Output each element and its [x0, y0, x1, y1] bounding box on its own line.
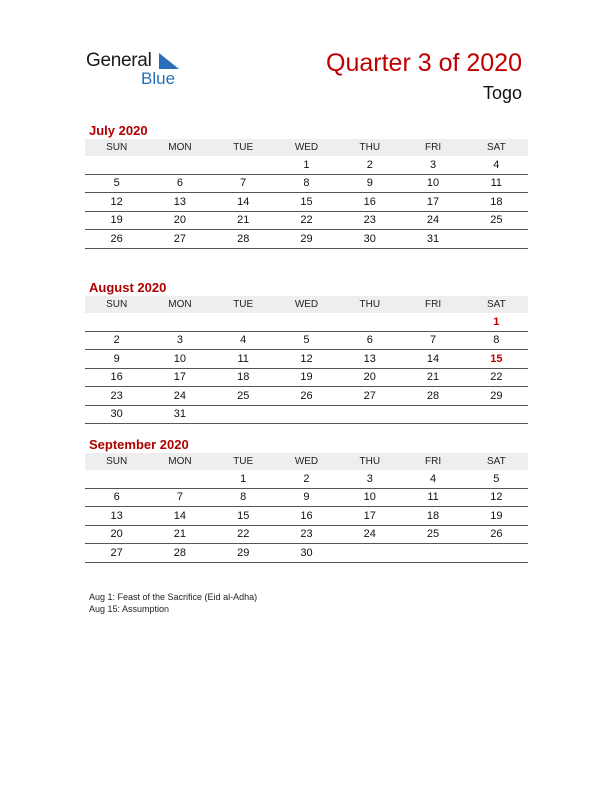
day-cell: 3: [338, 470, 401, 488]
month-july: [85, 122, 528, 249]
day-cell: 1: [275, 156, 338, 174]
country-name: Togo: [482, 83, 522, 103]
day-cell: 14: [148, 507, 211, 526]
weekday-header: MON: [148, 139, 211, 156]
weekday-header: WED: [275, 139, 338, 156]
weekday-header: TUE: [212, 139, 275, 156]
weekday-header-row: [85, 296, 528, 313]
day-cell: 23: [338, 211, 401, 230]
holiday-notes: [89, 591, 257, 615]
logo-word-general: General: [86, 50, 152, 71]
month-title: August 2020: [89, 280, 167, 295]
day-cell: 23: [85, 387, 148, 406]
empty-day-cell: [212, 156, 275, 174]
weekday-header: THU: [338, 139, 401, 156]
day-cell: 31: [401, 230, 464, 249]
week-row: [85, 470, 528, 488]
day-cell: 12: [465, 488, 528, 507]
week-row: [85, 174, 528, 193]
day-cell: 12: [85, 193, 148, 212]
day-cell: 4: [212, 331, 275, 350]
weekday-header: SAT: [465, 453, 528, 470]
day-cell: 23: [275, 525, 338, 544]
day-cell: 2: [338, 156, 401, 174]
weekday-header: SUN: [85, 139, 148, 156]
day-cell: 9: [338, 174, 401, 193]
day-cell: 9: [85, 350, 148, 369]
empty-day-cell: [212, 405, 275, 424]
day-cell: 19: [275, 368, 338, 387]
empty-day-cell: [275, 405, 338, 424]
weekday-header-row: [85, 453, 528, 470]
day-cell: 20: [148, 211, 211, 230]
day-cell: 27: [338, 387, 401, 406]
weekday-header-row: [85, 139, 528, 156]
empty-day-cell: [212, 313, 275, 331]
day-cell: 28: [148, 544, 211, 563]
day-cell: 16: [338, 193, 401, 212]
weekday-header: SAT: [465, 139, 528, 156]
day-cell: 5: [275, 331, 338, 350]
empty-day-cell: [148, 470, 211, 488]
day-cell: 17: [401, 193, 464, 212]
weekday-header: TUE: [212, 296, 275, 313]
day-cell: 7: [148, 488, 211, 507]
empty-day-cell: [148, 313, 211, 331]
day-cell: 8: [212, 488, 275, 507]
day-cell: 6: [85, 488, 148, 507]
weekday-header: FRI: [401, 139, 464, 156]
day-cell: 28: [401, 387, 464, 406]
month-august: [85, 279, 528, 424]
page-title: Quarter 3 of 2020: [326, 49, 522, 77]
week-row: [85, 507, 528, 526]
day-cell: 1: [465, 313, 528, 331]
day-cell: 18: [465, 193, 528, 212]
week-row: [85, 368, 528, 387]
logo-word-blue: Blue: [141, 69, 176, 88]
week-row: [85, 156, 528, 174]
empty-day-cell: [85, 156, 148, 174]
day-cell: 18: [401, 507, 464, 526]
day-cell: 25: [401, 525, 464, 544]
day-cell: 22: [275, 211, 338, 230]
week-row: [85, 331, 528, 350]
day-cell: 9: [275, 488, 338, 507]
day-cell: 2: [275, 470, 338, 488]
day-cell: 16: [85, 368, 148, 387]
day-cell: 14: [212, 193, 275, 212]
day-cell: 13: [85, 507, 148, 526]
day-cell: 3: [401, 156, 464, 174]
day-cell: 16: [275, 507, 338, 526]
day-cell: 5: [85, 174, 148, 193]
day-cell: 10: [401, 174, 464, 193]
day-cell: 21: [212, 211, 275, 230]
week-row: [85, 544, 528, 563]
weekday-header: THU: [338, 453, 401, 470]
empty-day-cell: [465, 405, 528, 424]
week-row: [85, 488, 528, 507]
day-cell: 13: [148, 193, 211, 212]
empty-day-cell: [338, 544, 401, 563]
day-cell: 21: [148, 525, 211, 544]
empty-day-cell: [401, 544, 464, 563]
day-cell: 19: [465, 507, 528, 526]
weekday-header: SAT: [465, 296, 528, 313]
day-cell: 26: [465, 525, 528, 544]
day-cell: 27: [148, 230, 211, 249]
calendar-grid: [85, 139, 528, 249]
day-cell: 5: [465, 470, 528, 488]
day-cell: 2: [85, 331, 148, 350]
day-cell: 30: [338, 230, 401, 249]
weekday-header: FRI: [401, 453, 464, 470]
day-cell: 20: [85, 525, 148, 544]
day-cell: 14: [401, 350, 464, 369]
day-cell: 22: [212, 525, 275, 544]
holiday-note: Aug 1: Feast of the Sacrifice (Eid al-Adha): [89, 592, 258, 602]
day-cell: 15: [275, 193, 338, 212]
day-cell: 31: [148, 405, 211, 424]
day-cell: 26: [275, 387, 338, 406]
month-title: September 2020: [89, 437, 189, 452]
day-cell: 7: [212, 174, 275, 193]
day-cell: 10: [338, 488, 401, 507]
day-cell: 24: [148, 387, 211, 406]
week-row: [85, 211, 528, 230]
day-cell: 29: [465, 387, 528, 406]
empty-day-cell: [338, 405, 401, 424]
calendar-grid: [85, 453, 528, 563]
day-cell: 30: [275, 544, 338, 563]
weekday-header: TUE: [212, 453, 275, 470]
day-cell: 4: [401, 470, 464, 488]
logo: [86, 50, 196, 90]
day-cell: 22: [465, 368, 528, 387]
week-row: [85, 387, 528, 406]
week-row: [85, 405, 528, 424]
day-cell: 17: [148, 368, 211, 387]
day-cell: 12: [275, 350, 338, 369]
day-cell: 25: [465, 211, 528, 230]
logo-triangle-icon: [159, 53, 179, 69]
day-cell: 29: [275, 230, 338, 249]
day-cell: 20: [338, 368, 401, 387]
empty-day-cell: [401, 313, 464, 331]
week-row: [85, 525, 528, 544]
holiday-note: Aug 15: Assumption: [89, 604, 170, 614]
day-cell: 18: [212, 368, 275, 387]
day-cell: 15: [212, 507, 275, 526]
empty-day-cell: [148, 156, 211, 174]
day-cell: 24: [338, 525, 401, 544]
day-cell: 1: [212, 470, 275, 488]
day-cell: 30: [85, 405, 148, 424]
weekday-header: SUN: [85, 296, 148, 313]
day-cell: 19: [85, 211, 148, 230]
day-cell: 25: [212, 387, 275, 406]
weekday-header: MON: [148, 296, 211, 313]
empty-day-cell: [85, 313, 148, 331]
day-cell: 11: [212, 350, 275, 369]
day-cell: 3: [148, 331, 211, 350]
empty-day-cell: [401, 405, 464, 424]
day-cell: 15: [465, 350, 528, 369]
day-cell: 26: [85, 230, 148, 249]
empty-day-cell: [465, 230, 528, 249]
day-cell: 29: [212, 544, 275, 563]
day-cell: 8: [275, 174, 338, 193]
week-row: [85, 313, 528, 331]
week-row: [85, 193, 528, 212]
week-row: [85, 350, 528, 369]
empty-day-cell: [85, 470, 148, 488]
empty-day-cell: [465, 544, 528, 563]
day-cell: 28: [212, 230, 275, 249]
day-cell: 4: [465, 156, 528, 174]
weekday-header: SUN: [85, 453, 148, 470]
day-cell: 27: [85, 544, 148, 563]
day-cell: 17: [338, 507, 401, 526]
day-cell: 11: [401, 488, 464, 507]
day-cell: 10: [148, 350, 211, 369]
month-september: [85, 436, 528, 563]
day-cell: 11: [465, 174, 528, 193]
day-cell: 6: [148, 174, 211, 193]
day-cell: 21: [401, 368, 464, 387]
empty-day-cell: [275, 313, 338, 331]
day-cell: 13: [338, 350, 401, 369]
week-row: [85, 230, 528, 249]
weekday-header: WED: [275, 453, 338, 470]
day-cell: 8: [465, 331, 528, 350]
empty-day-cell: [338, 313, 401, 331]
day-cell: 24: [401, 211, 464, 230]
calendar-grid: [85, 296, 528, 424]
weekday-header: WED: [275, 296, 338, 313]
day-cell: 7: [401, 331, 464, 350]
month-title: July 2020: [89, 123, 148, 138]
weekday-header: THU: [338, 296, 401, 313]
day-cell: 6: [338, 331, 401, 350]
weekday-header: FRI: [401, 296, 464, 313]
weekday-header: MON: [148, 453, 211, 470]
